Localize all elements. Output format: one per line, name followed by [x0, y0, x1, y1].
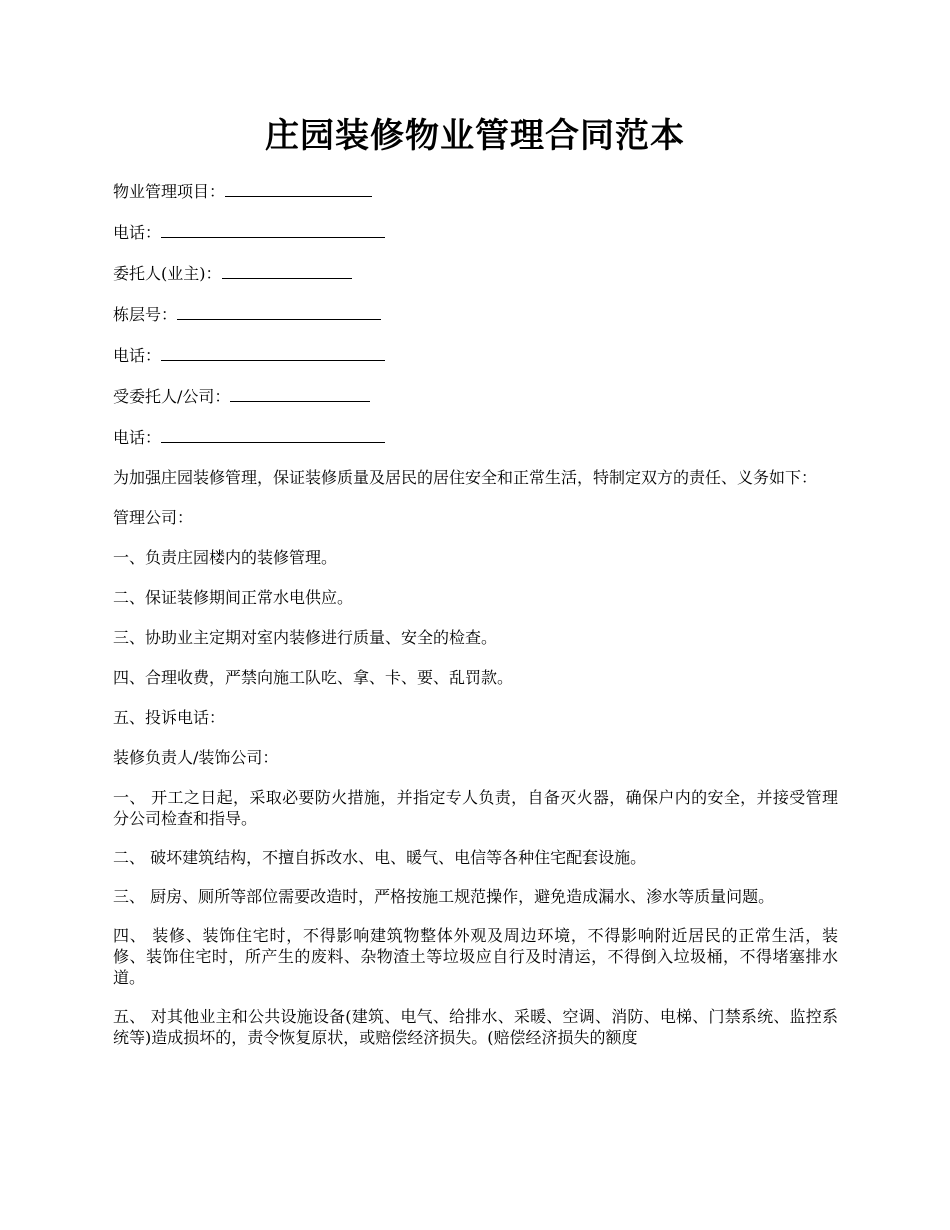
clause: 三、 厨房、厕所等部位需要改造时，严格按施工规范操作，避免造成漏水、渗水等质量问题。 — [113, 887, 775, 906]
field-phone-1 — [113, 221, 838, 242]
fill-in-blank[interactable] — [225, 180, 372, 197]
document-body — [113, 180, 838, 1066]
field-label: 物业管理项目： — [113, 182, 226, 201]
clause: 二、 破坏建筑结构，不擅自拆改水、电、暖气、电信等各种住宅配套设施。 — [113, 848, 647, 867]
intro-paragraph: 为加强庄园装修管理，保证装修质量及居民的居住安全和正常生活，特制定双方的责任、义务如下： — [113, 468, 818, 487]
field-label: 委托人(业主)： — [113, 264, 222, 283]
fill-in-blank[interactable] — [177, 303, 381, 320]
field-building-floor — [113, 303, 838, 324]
section-heading-management: 管理公司： — [113, 508, 194, 527]
field-trustee — [113, 385, 838, 406]
field-label: 电话： — [113, 223, 162, 242]
field-project — [113, 180, 838, 201]
clause: 四、 装修、装饰住宅时，不得影响建筑物整体外观及周边环境，不得影响附近居民的正常生活，装修、装饰住宅时，所产生的废料、杂物渣土等垃圾应自行及时清运，不得倒入垃圾桶，不得堵塞排水道。 — [113, 926, 838, 987]
document-title: 庄园装修物业管理合同范本 — [265, 116, 685, 156]
clause: 一、 开工之日起，采取必要防火措施，并指定专人负责，自备灭火器，确保户内的安全，并接受管理分公司检查和指导。 — [113, 788, 838, 828]
field-label: 栋层号： — [113, 305, 178, 324]
clause: 四、合理收费，严禁向施工队吃、拿、卡、要、乱罚款。 — [113, 668, 514, 687]
fill-in-blank[interactable] — [230, 385, 370, 402]
field-phone-2 — [113, 344, 838, 365]
fill-in-blank[interactable] — [161, 344, 385, 361]
clause: 五、投诉电话： — [113, 708, 226, 727]
clause: 三、协助业主定期对室内装修进行质量、安全的检查。 — [113, 628, 498, 647]
fill-in-blank[interactable] — [161, 221, 385, 238]
fill-in-blank[interactable] — [222, 262, 352, 279]
field-client — [113, 262, 838, 283]
field-phone-3 — [113, 426, 838, 447]
fill-in-blank[interactable] — [161, 426, 385, 443]
clause: 二、保证装修期间正常水电供应。 — [113, 588, 354, 607]
field-label: 电话： — [113, 428, 162, 447]
field-label: 受委托人/公司： — [113, 387, 231, 406]
clause: 一、负责庄园楼内的装修管理。 — [113, 548, 338, 567]
clause: 五、 对其他业主和公共设施设备(建筑、电气、给排水、采暖、空调、消防、电梯、门禁系统、监控系统等)造成损坏的，责令恢复原状，或赔偿经济损失。(赔偿经济损失的额度 — [113, 1007, 838, 1047]
field-label: 电话： — [113, 346, 162, 365]
section-heading-contractor: 装修负责人/装饰公司： — [113, 748, 279, 767]
